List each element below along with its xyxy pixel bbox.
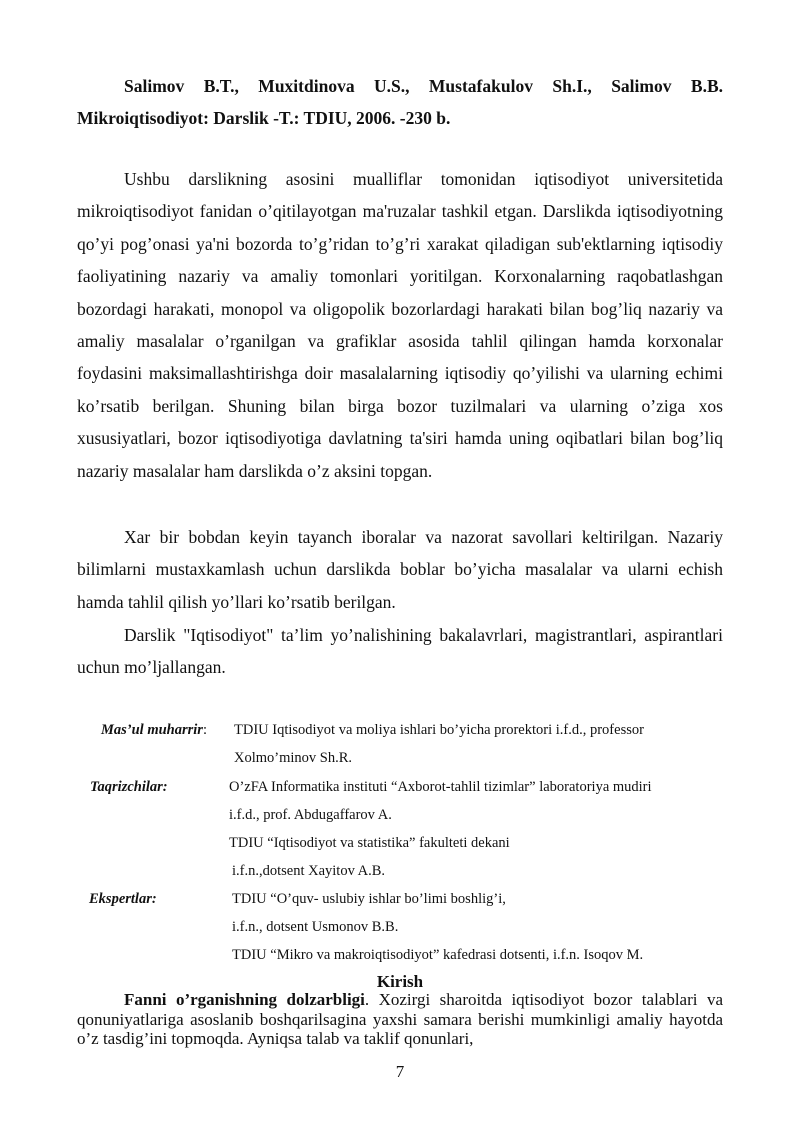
paragraph-text: Darslik "Iqtisodiyot" ta’lim yo’nalishining bakalavrlari, magistrantlari, aspirantlari uchun mo’ljallangan. [77,625,723,678]
intro-text: . Xozirgi sharoitda iqtisodiyot bozor talablari va qonuniyatlariga asoslanib boshqarilsagina yaxshi samara berishi mumkinligi amaliy hayotda o’z tasdig’ini topmoqda. Ayniqsa talab va taklif qonunlari, [77,990,723,1048]
expert-name: i.f.n., dotsent Usmonov B.B. [232,919,399,935]
credit-row-reviewer2 [0,829,800,857]
paragraph-audience [77,619,723,684]
credit-row-reviewer2-cont [0,857,800,885]
experts-label: Ekspertlar: [89,891,157,907]
paragraph-annotation [77,163,723,487]
expert-text: TDIU “O’quv- uslubiy ishlar bo’limi boshlig’i, [232,891,506,907]
paragraph-structure [77,521,723,618]
reviewer-text: TDIU “Iqtisodiyot va statistika” fakulteti dekani [229,835,510,851]
reviewer-name: i.f.d., prof. Abdugaffarov A. [229,807,392,823]
credit-row-reviewers [0,773,800,801]
page-number: 7 [395,1062,405,1081]
credit-row-expert2 [0,941,800,969]
paragraph-text: Ushbu darslikning asosini mualliflar tomonidan iqtisodiyot universitetida mikroiqtisodiyot fanidan o’qitilayotgan ma'ruzalar tashkil etgan. Darslikda iqtisodiyotning qo’yi pog’onasi ya'ni bozorda to’g’ridan to’g’ri xarakat qiladigan sub'ektlarning iqtisodiy faoliyatining nazariy va amaliy tomonlari yoritilgan. Korxonalarning raqobatlashgan bozordagi harakati, monopol va oligopolik bozorlardagi harakati bilan bog’liq nazariy va amaliy masalalar o’rganilgan va grafiklar asosida tahlil qilingan hamda korxonalar foydasini maksimallashtirishga doir masalalarning iqtisodiy qo’yilishi va ularning echimi ko’rsatib berilgan. Shuning bilan birga bozor tuzilmalari va ularning o’ziga xos xususiyatlari, bozor iqtisodiyotiga davlatning ta'siri hamda uning oqibatlari bilan bog’liq nazariy masalalar ham darslikda o’z aksini topgan. [77,169,723,481]
credit-row-editor [0,716,800,744]
reviewers-label: Taqrizchilar: [90,779,168,795]
editor-text: TDIU Iqtisodiyot va moliya ishlari bo’yicha prorektori i.f.d., professor [234,722,644,738]
expert-text: TDIU “Mikro va makroiqtisodiyot” kafedrasi dotsenti, i.f.n. Isoqov M. [232,947,644,963]
section-title: Kirish [376,972,424,991]
intro-paragraph [77,990,723,1049]
editor-name: Xolmo’minov Sh.R. [234,750,353,766]
bibliography: Salimov B.T., Muxitdinova U.S., Mustafakulov Sh.I., Salimov B.B. Mikroiqtisodiyot: Darslik -T.: TDIU, 2006. -230 b. [77,76,723,129]
credit-row-reviewer-cont [0,801,800,829]
credit-row-expert-cont [0,913,800,941]
editor-label: Mas’ul muharrir: [101,722,207,738]
credit-row-experts [0,885,800,913]
credit-row-editor-cont [0,744,800,772]
paragraph-text: Xar bir bobdan keyin tayanch iboralar va nazorat savollari keltirilgan. Nazariy bilimlarni mustaxkamlash uchun darslikda boblar bo’yicha masalalar va ularni echish hamda tahlil qilish yo’llari ko’rsatib berilgan. [77,527,723,612]
reviewer-name: i.f.n.,dotsent Xayitov A.B. [232,863,386,879]
intro-lead: Fanni o’rganishning dolzarbligi [124,990,365,1009]
reviewer-text: O’zFA Informatika instituti “Axborot-tahlil tizimlar” laboratoriya mudiri [229,779,652,795]
